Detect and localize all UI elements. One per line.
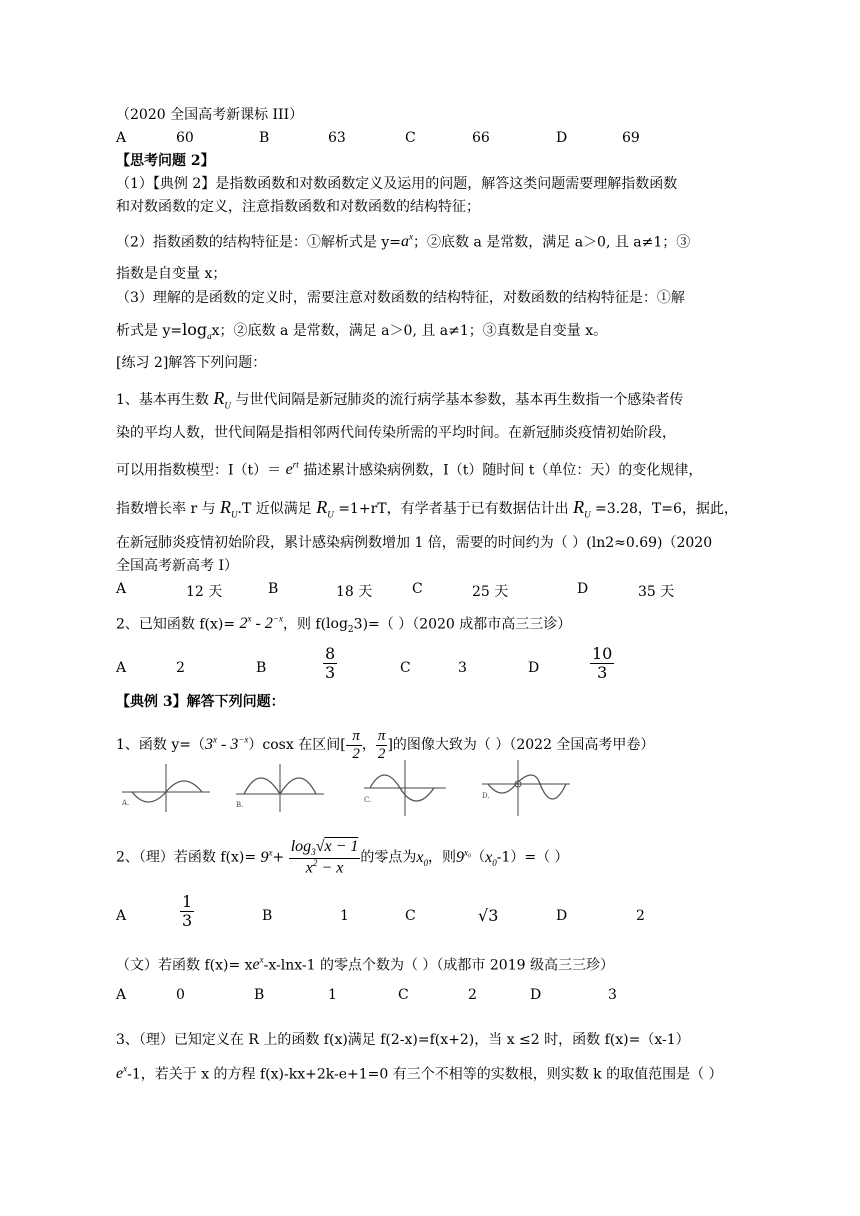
text: 3)=（ ）（2020 成都市高三三诊） bbox=[353, 616, 572, 633]
graph-option-d bbox=[478, 758, 574, 818]
paragraph-line bbox=[116, 838, 569, 877]
option-value: 1 bbox=[328, 987, 337, 1003]
paragraph-line bbox=[116, 955, 614, 975]
paragraph-line bbox=[116, 728, 654, 762]
graph-option-c bbox=[360, 758, 450, 818]
option-letter: C bbox=[405, 908, 416, 924]
fraction-denominator: 3 bbox=[597, 662, 608, 682]
text: .T 近似满足 bbox=[237, 501, 312, 517]
formula-R-U: $R_U$ bbox=[220, 497, 238, 520]
text: （ bbox=[471, 849, 486, 866]
fraction-numerator: 10 bbox=[592, 644, 613, 663]
formula-9-x0: $9^{x_0}$ bbox=[455, 847, 472, 866]
text: =3.28，T=6，据此， bbox=[595, 501, 738, 517]
fraction-pi-over-2: $\frac{\pi}{2}$ bbox=[377, 728, 386, 762]
formula-log2: $\log_2$ bbox=[326, 616, 354, 636]
formula-R-U: $R_U$ bbox=[316, 497, 334, 520]
option-letter: C bbox=[405, 130, 416, 146]
option-letter: B bbox=[259, 130, 270, 146]
option-letter: B bbox=[268, 581, 279, 597]
fraction-numerator: 1 bbox=[182, 892, 193, 911]
option-letter: D bbox=[556, 130, 568, 146]
option-letter: D bbox=[530, 987, 542, 1003]
fraction-denominator: 3 bbox=[182, 910, 193, 930]
option-letter: D bbox=[556, 908, 568, 924]
option-value: 63 bbox=[328, 130, 346, 146]
option-letter: C bbox=[398, 987, 409, 1003]
text: -1，若关于 x 的方程 f(x)-kx+2k-e+1=0 有三个不相等的实数根，则实数 k 的取值范围是（ ） bbox=[127, 1066, 723, 1083]
text: 1、基本再生数 bbox=[116, 392, 209, 408]
section-title: 【思考问题 2】 bbox=[116, 153, 215, 169]
option-letter: A bbox=[116, 660, 127, 676]
paragraph-line bbox=[116, 388, 683, 411]
paragraph-line bbox=[116, 1064, 723, 1084]
text: ）cosx 在区间[- bbox=[248, 737, 351, 753]
text: 描述累计感染病例数，I（t）随时间 t（单位：天）的变化规律， bbox=[303, 462, 703, 479]
paragraph-line bbox=[116, 497, 738, 520]
paragraph-line: 3、（理）已知定义在 R 上的函数 f(x)满足 f(2-x)=f(x+2)，当 x ≤2 时，函数 f(x)=（x-1） bbox=[116, 1032, 690, 1048]
paragraph-line bbox=[116, 614, 571, 636]
formula-e-rt: $e^{rt}$ bbox=[285, 460, 299, 479]
text: ，则 f( bbox=[282, 616, 327, 633]
option-value: 66 bbox=[472, 130, 490, 146]
graph-label: D. bbox=[482, 792, 490, 800]
option-value: 1 bbox=[340, 908, 349, 924]
formula-a-power-x: $a^x$ bbox=[401, 232, 413, 251]
text: ，则 bbox=[427, 849, 456, 866]
option-value: 3 bbox=[608, 987, 617, 1003]
option-value: 69 bbox=[622, 130, 640, 146]
formula-log-a: $\log_a$ bbox=[182, 320, 212, 342]
option-letter: D bbox=[528, 660, 540, 676]
paragraph-line: 在新冠肺炎疫情初始阶段，累计感染病例数增加 1 倍，需要的时间约为（ ）(ln2≈0.69)（2020 bbox=[116, 535, 713, 551]
paragraph-line: 指数是自变量 x； bbox=[116, 266, 227, 282]
paragraph-line: 染的平均人数，世代间隔是指相邻两代间传染所需的平均时间。在新冠肺炎疫情初始阶段， bbox=[116, 425, 676, 441]
fraction-denominator: 3 bbox=[325, 662, 336, 682]
paragraph-line: （3）理解的是函数的定义时，需要注意对数函数的结构特征，对数函数的结构特征是：①解 bbox=[116, 290, 685, 306]
text: + bbox=[272, 849, 285, 866]
option-fraction bbox=[590, 645, 614, 681]
option-letter: B bbox=[254, 987, 265, 1003]
option-value: 35 天 bbox=[638, 584, 675, 600]
text: （文）若函数 f(x)= x bbox=[116, 957, 253, 974]
text: =1+rT，有学者基于已有数据估计出 bbox=[338, 501, 569, 517]
paragraph-line bbox=[116, 460, 702, 480]
text: 指数增长率 r 与 bbox=[116, 501, 216, 517]
graph-option-b bbox=[232, 760, 328, 816]
question-source: （2020 全国高考新课标 III） bbox=[116, 107, 304, 123]
formula-x0: $x_0$ bbox=[416, 848, 428, 868]
text: 可以用指数模型：I（t）＝ bbox=[116, 462, 282, 479]
option-fraction bbox=[180, 893, 194, 929]
formula-9x: 9$^x$ bbox=[260, 847, 273, 866]
option-letter: A bbox=[116, 130, 127, 146]
option-letter: A bbox=[116, 908, 127, 924]
formula-R-U: $R_U$ bbox=[213, 388, 231, 411]
formula-R-U: $R_U$ bbox=[573, 497, 591, 520]
formula-e-x: $e^x$ bbox=[116, 1064, 128, 1083]
option-value: 18 天 bbox=[336, 584, 373, 600]
option-value: 2 bbox=[468, 987, 477, 1003]
option-value: 2 bbox=[176, 660, 185, 676]
text: 析式是 y= bbox=[116, 323, 183, 339]
formula-3x-minus-3negx: $3^x - 3^{-x}$ bbox=[205, 734, 249, 753]
option-value: 12 天 bbox=[186, 584, 223, 600]
text: （2）指数函数的结构特征是：①解析式是 y= bbox=[116, 234, 401, 251]
option-value: 25 天 bbox=[472, 584, 509, 600]
text: 2、已知函数 f(x)= bbox=[116, 616, 236, 633]
paragraph-line bbox=[116, 320, 607, 342]
option-value: 0 bbox=[176, 987, 185, 1003]
formula-e-x: $e^x$ bbox=[252, 955, 264, 974]
option-letter: A bbox=[116, 987, 127, 1003]
text: -x-lnx-1 的零点个数为（ ）（成都市 2019 级高三三珍） bbox=[263, 957, 614, 974]
option-value: 3 bbox=[458, 660, 467, 676]
graph-option-a bbox=[118, 760, 214, 816]
option-value: 60 bbox=[176, 130, 194, 146]
paragraph-line: 全国高考新高考 I） bbox=[116, 558, 238, 574]
option-value: 2 bbox=[636, 908, 645, 924]
paragraph-line: 和对数函数的定义，注意指数函数和对数函数的结构特征； bbox=[116, 199, 480, 215]
graph-label: B. bbox=[236, 801, 244, 809]
text: ；②底数 a 是常数，满足 a＞0, 且 a≠1；③ bbox=[413, 234, 691, 251]
option-letter: A bbox=[116, 581, 127, 597]
option-value: √3 bbox=[478, 906, 499, 925]
option-fraction bbox=[323, 645, 337, 681]
option-letter: B bbox=[262, 908, 273, 924]
text: ， bbox=[361, 737, 376, 753]
text: 的零点为 bbox=[360, 849, 417, 866]
fraction-log-expression: $\frac{\log_3√x - 1}{x^2 - x}$ bbox=[290, 838, 359, 877]
option-letter: C bbox=[412, 581, 423, 597]
option-letter: B bbox=[256, 660, 267, 676]
paragraph-line: （1）【典例 2】是指数函数和对数函数定义及运用的问题，解答这类问题需要理解指数函数 bbox=[116, 176, 678, 192]
formula-2x-minus-2negx: $2^x - 2^{-x}$ bbox=[239, 614, 283, 633]
text: 与世代间隔是新冠肺炎的流行病学基本参数，基本再生数指一个感染者传 bbox=[235, 392, 684, 408]
text: ]的图像大致为（ ）（2022 全国高考甲卷） bbox=[387, 737, 655, 753]
option-letter: D bbox=[577, 581, 589, 597]
fraction-pi-over-2: $\frac{\pi}{2}$ bbox=[352, 728, 360, 762]
text: 1、函数 y=（ bbox=[116, 737, 205, 753]
fraction-numerator: 8 bbox=[325, 644, 336, 663]
section-title: [练习 2]解答下列问题： bbox=[116, 355, 267, 371]
option-letter: C bbox=[400, 660, 411, 676]
text: -1）=（ ） bbox=[496, 849, 569, 866]
formula-x0: $x_0$ bbox=[485, 848, 497, 868]
graph-label: A. bbox=[122, 799, 130, 807]
section-title: 【典例 3】解答下列问题： bbox=[116, 694, 285, 710]
graph-label: C. bbox=[364, 796, 372, 804]
paragraph-line bbox=[116, 232, 690, 252]
text: x；②底数 a 是常数，满足 a＞0, 且 a≠1；③真数是自变量 x。 bbox=[211, 323, 608, 339]
text: 2、（理）若函数 f(x)= bbox=[116, 849, 257, 866]
